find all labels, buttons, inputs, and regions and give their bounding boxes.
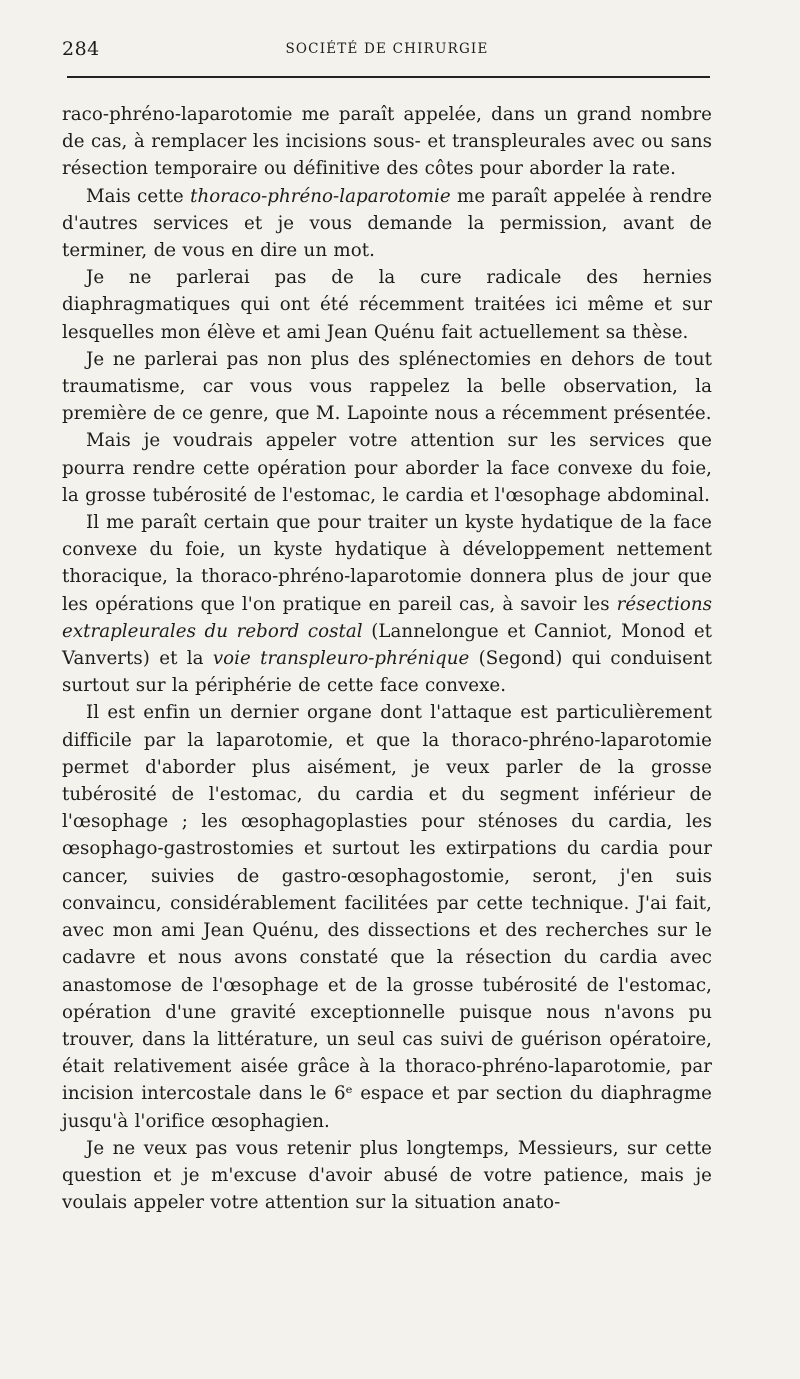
text-run: me paraît appelée à rendre d'autres services et je vous demande la permission, avant de terminer, de vous en dire un mot. [62,185,713,262]
paragraph [62,346,712,428]
running-title: SOCIÉTÉ DE CHIRURGIE [285,41,489,57]
text-run: Il est enfin un dernier organe dont l'attaque est particulièrement difficile par la laparotomie, et que la thoraco-phréno-laparotomie permet d'aborder plus aisément, je veux parler de la grosse tubérosité de l'estomac, du cardia et du segment inférieur de l'œsophage ; les œsophagoplasties pour sténoses du cardia, les œsophago-gastrostomies et surtout les extirpations du cardia pour cancer, suivies de gastro-œsophagostomie, seront, j'en suis convaincu, considérablement facilitées par cette technique. J'ai fait, avec mon ami Jean Quénu, des dissections et des recherches sur le cadavre et nous avons constaté que la résection du cardia avec anastomose de l'œsophage et de la grosse tubérosité de l'estomac, opération d'une gravité exceptionnelle puisque nous n'avons pu trouver, dans la littérature, un seul cas suivi de guérison opératoire, était relativement aisée grâce à la thoraco-phréno-laparotomie, par incision intercostale dans le 6ᵉ espace et par section du diaphragme jusqu'à l'orifice œsophagien. [62,702,712,1132]
italic-text: thoraco-phréno-laparotomie [190,185,451,207]
paragraph [62,509,712,699]
text-run: (Segond) qui conduisent surtout sur la périphérie de cette face convexe. [62,648,712,697]
text-run: Je ne parlerai pas non plus des splénectomies en dehors de tout traumatisme, car vous vous rappelez la belle observation, la première de ce genre, que M. Lapointe nous a récemment présentée. [62,348,712,425]
paragraph [62,264,712,346]
paragraph [62,1135,712,1217]
header-rule [67,76,710,78]
paragraph [62,101,712,183]
text-run: Mais cette [86,185,191,207]
text-run: Je ne veux pas vous retenir plus longtemps, Messieurs, sur cette question et je m'excuse d'avoir abusé de votre patience, mais je voulais appeler votre attention sur la situation anato- [62,1137,712,1214]
text-run: Je ne parlerai pas de la cure radicale des hernies diaphragmatiques qui ont été récemment traitées ici même et sur lesquelles mon élève et ami Jean Quénu fait actuellement sa thèse. [62,267,712,343]
text-run: (Lannelongue et Canniot, Monod et Vanverts) et la [62,620,713,670]
body-text [62,101,712,1216]
text-run: Mais je voudrais appeler votre attention sur les services que pourra rendre cette opération pour aborder la face convexe du foie, la grosse tubérosité de l'estomac, le cardia et l'œsophage abdominal. [62,430,712,506]
italic-text: voie transpleuro-phrénique [212,648,470,670]
paragraph [62,183,712,265]
page-header [62,38,712,64]
text-run: raco-phréno-laparotomie me paraît appelée, dans un grand nombre de cas, à remplacer les incisions sous- et transpleurales avec ou sans résection temporaire ou définitive des côtes pour aborder la rate. [62,104,712,180]
paragraph [62,699,712,1134]
italic-text: résections extrapleurales du rebord costal [62,593,712,642]
paragraph [62,427,712,509]
text-run: Il me paraît certain que pour traiter un kyste hydatique de la face convexe du foie, un kyste hydatique à développement nettement thoracique, la thoraco-phréno-laparotomie donnera plus de jour que les opérations que l'on pratique en pareil cas, à savoir les [62,512,712,615]
page-number: 284 [62,38,100,60]
